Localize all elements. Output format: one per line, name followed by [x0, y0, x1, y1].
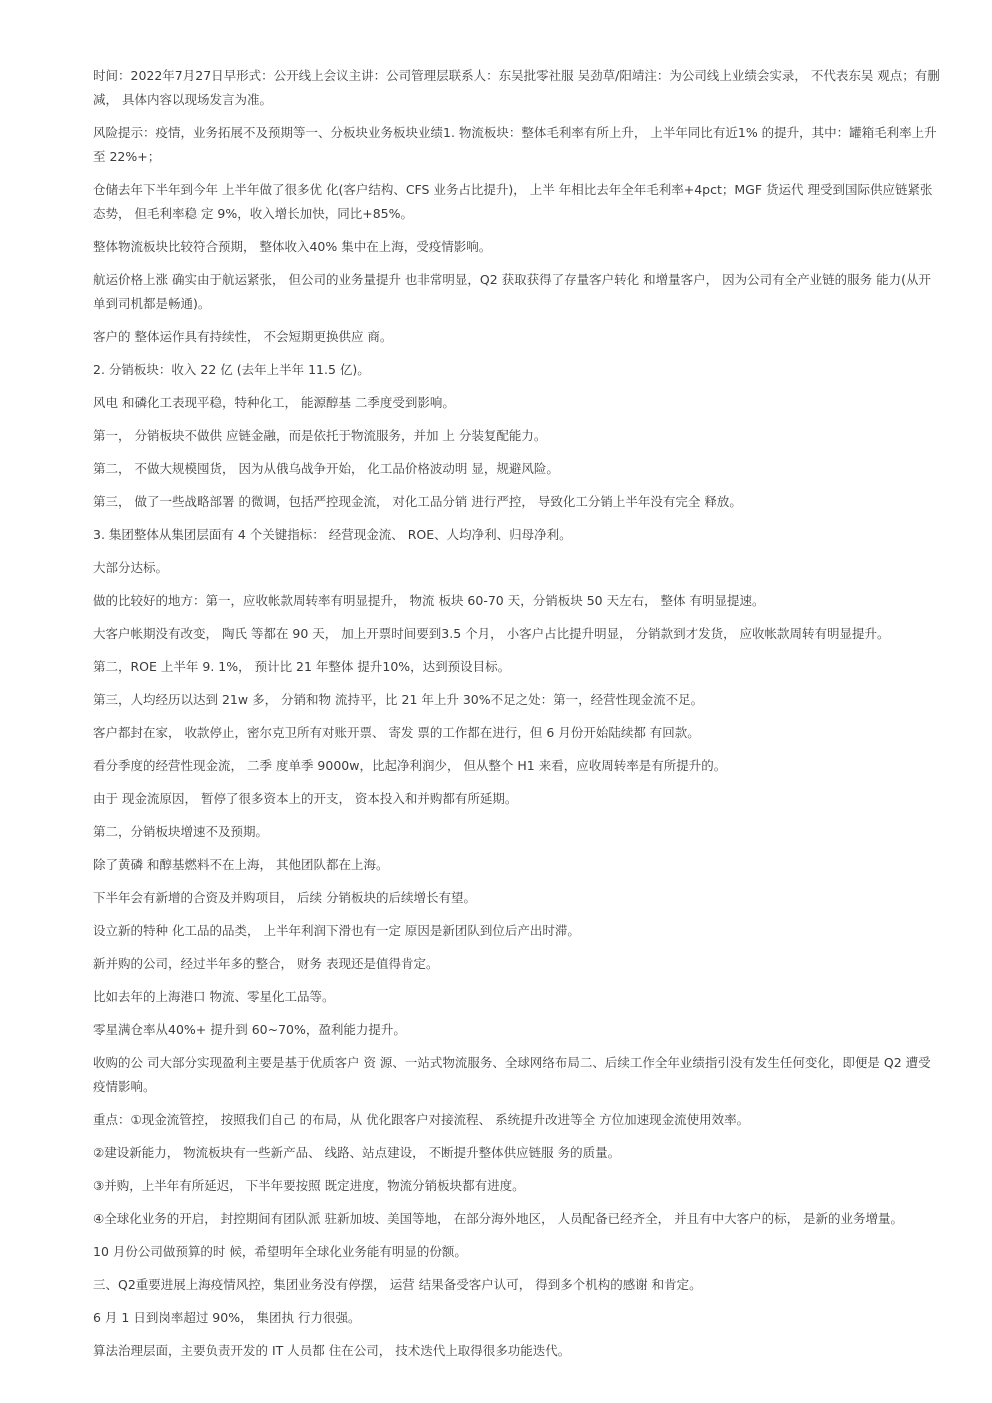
- paragraph-section-q2: 三、Q2重要进展上海疫情风控，集团业务没有停摆， 运营 结果备受客户认可， 得到多个机构的感谢 和肯定。: [93, 1277, 702, 1292]
- paragraph-section-distribution: 2. 分销板块：收入 22 亿 (去年上半年 11.5 亿)。: [93, 362, 370, 377]
- paragraph: 第二，ROE 上半年 9. 1%， 预计比 21 年整体 提升10%，达到预设目标。: [93, 659, 511, 674]
- paragraph: 风电 和磷化工表现平稳，特种化工， 能源醇基 二季度受到影响。: [93, 395, 455, 410]
- paragraph: 客户的 整体运作具有持续性， 不会短期更换供应 商。: [93, 329, 393, 344]
- document-body: [93, 64, 943, 1372]
- paragraph-warehouse: 仓储去年下半年到今年 上半年做了很多优 化(客户结构、CFS 业务占比提升)， 上半 年相比去年全年毛利率+4pct；MGF 货运代 理受到国际供应链紧张态势， 但毛利率稳 定 9%，收入增长加快，同比+85%。: [93, 182, 933, 221]
- paragraph: ④全球化业务的开启， 封控期间有团队派 驻新加坡、美国等地， 在部分海外地区， 人员配备已经齐全， 并且有中大客户的标， 是新的业务增量。: [93, 1211, 904, 1226]
- paragraph: 第三，人均经历以达到 21w 多， 分销和物 流持平，比 21 年上升 30%不足之处：第一，经营性现金流不足。: [93, 692, 704, 707]
- paragraph: ②建设新能力， 物流板块有一些新产品、 线路、站点建设， 不断提升整体供应链服 务的质量。: [93, 1145, 621, 1160]
- paragraph: 大客户帐期没有改变， 陶氏 等都在 90 天， 加上开票时间要到3.5 个月， 小客户占比提升明显， 分销款到才发货， 应收帐款周转有明显提升。: [93, 626, 890, 641]
- paragraph: 算法治理层面，主要负责开发的 IT 人员都 住在公司， 技术迭代上取得很多功能迭代。: [93, 1343, 571, 1358]
- paragraph: ③并购，上半年有所延迟， 下半年要按照 既定进度，物流分销板块都有进度。: [93, 1178, 525, 1193]
- paragraph: 第三， 做了一些战略部署 的微调，包括严控现金流， 对化工品分销 进行严控， 导致化工分销上半年没有完全 释放。: [93, 494, 742, 509]
- paragraph: 由于 现金流原因， 暂停了很多资本上的开支， 资本投入和并购都有所延期。: [93, 791, 518, 806]
- paragraph: 航运价格上涨 确实由于航运紧张， 但公司的业务量提升 也非常明显，Q2 获取获得了存量客户转化 和增量客户， 因为公司有全产业链的服务 能力(从开单到司机都是畅通)。: [93, 272, 931, 311]
- paragraph: 整体物流板块比较符合预期， 整体收入40% 集中在上海，受疫情影响。: [93, 239, 492, 254]
- paragraph-key-points: 重点：①现金流管控， 按照我们自己 的布局，从 优化跟客户对接流程、 系统提升改进等全 方位加速现金流使用效率。: [93, 1112, 750, 1127]
- paragraph: 客户都封在家， 收款停止，密尔克卫所有对账开票、 寄发 票的工作都在进行，但 6 月份开始陆续都 有回款。: [93, 725, 700, 740]
- paragraph: 设立新的特种 化工品的品类， 上半年利润下滑也有一定 原因是新团队到位后产出时滞。: [93, 923, 580, 938]
- paragraph: 零星满仓率从40%+ 提升到 60~70%，盈利能力提升。: [93, 1022, 406, 1037]
- paragraph: 6 月 1 日到岗率超过 90%， 集团执 行力很强。: [93, 1310, 361, 1325]
- paragraph: 第二， 不做大规模囤货， 因为从俄乌战争开始， 化工品价格波动明 显，规避风险。: [93, 461, 559, 476]
- paragraph: 比如去年的上海港口 物流、零星化工品等。: [93, 989, 335, 1004]
- paragraph: 新并购的公司，经过半年多的整合， 财务 表现还是值得肯定。: [93, 956, 439, 971]
- paragraph-risk-logistics: 风险提示：疫情，业务拓展不及预期等一、分板块业务板块业绩1. 物流板块：整体毛利率有所上升， 上半年同比有近1% 的提升，其中：罐箱毛利率上升至 22%+；: [93, 125, 937, 164]
- paragraph: 10 月份公司做预算的时 候，希望明年全球化业务能有明显的份额。: [93, 1244, 467, 1259]
- paragraph-meeting-info: 时间：2022年7月27日早形式：公开线上会议主讲：公司管理层联系人：东吴批零社服 吴劲草/阳靖注：为公司线上业绩会实录， 不代表东吴 观点；有删减， 具体内容以现场发言为准。: [93, 68, 940, 107]
- paragraph: 收购的公 司大部分实现盈利主要是基于优质客户 资 源、一站式物流服务、全球网络布局二、后续工作全年业绩指引没有发生任何变化，即便是 Q2 遭受疫情影响。: [93, 1055, 931, 1094]
- paragraph: 做的比较好的地方：第一，应收帐款周转率有明显提升， 物流 板块 60-70 天，分销板块 50 天左右， 整体 有明显提速。: [93, 593, 765, 608]
- paragraph: 下半年会有新增的合资及并购项目， 后续 分销板块的后续增长有望。: [93, 890, 476, 905]
- paragraph-section-group: 3. 集团整体从集团层面有 4 个关键指标： 经营现金流、 ROE、人均净利、归母净利。: [93, 527, 572, 542]
- paragraph: 大部分达标。: [93, 560, 169, 575]
- paragraph: 第二，分销板块增速不及预期。: [93, 824, 269, 839]
- paragraph: 看分季度的经营性现金流， 二季 度单季 9000w，比起净利润少， 但从整个 H1 来看，应收周转率是有所提升的。: [93, 758, 727, 773]
- paragraph: 除了黄磷 和醇基燃料不在上海， 其他团队都在上海。: [93, 857, 389, 872]
- paragraph: 第一， 分销板块不做供 应链金融，而是依托于物流服务，并加 上 分装复配能力。: [93, 428, 547, 443]
